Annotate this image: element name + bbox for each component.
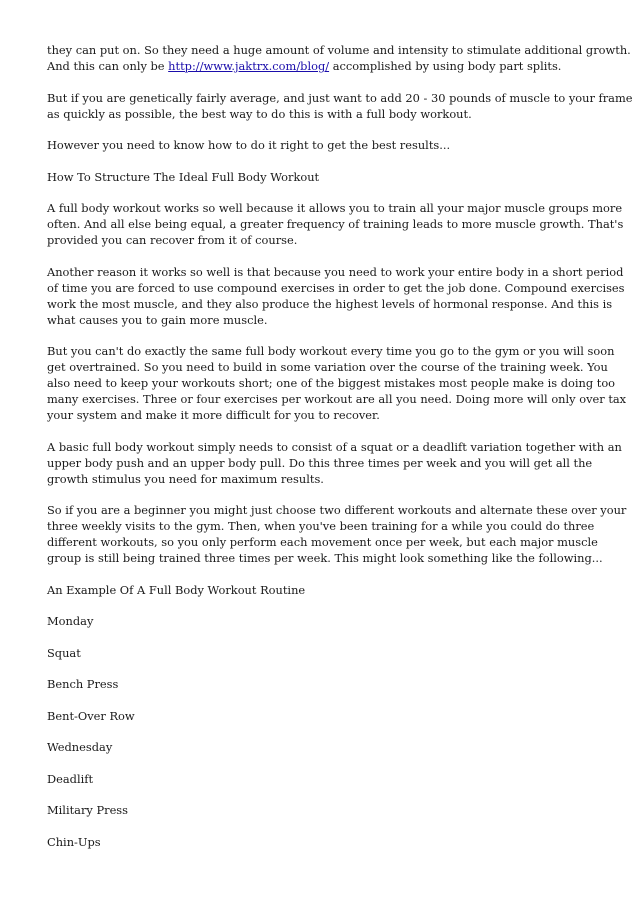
routine-exercise: Deadlift bbox=[47, 771, 94, 786]
routine-item bbox=[47, 613, 599, 629]
routine-item bbox=[47, 771, 599, 787]
text-line: Another reason it works so well is that because you need to work your entire body in a short period bbox=[47, 264, 624, 279]
routine-exercise: Bench Press bbox=[47, 677, 119, 691]
heading-text: How To Structure The Ideal Full Body Workout bbox=[47, 169, 320, 184]
text-line: A basic full body workout simply needs to consist of a squat or a deadlift variation together with an bbox=[47, 439, 622, 454]
routine-exercise: Squat bbox=[47, 645, 81, 660]
routine-item bbox=[47, 708, 599, 724]
routine-day: Monday bbox=[47, 614, 94, 628]
text-line: different workouts, so you only perform each movement once per week, but each major muscle bbox=[47, 535, 598, 549]
text-line: group is still being trained three times per week. This might look something like the following... bbox=[47, 551, 603, 565]
document-page bbox=[47, 42, 633, 865]
paragraph-basic bbox=[47, 439, 622, 487]
section-heading bbox=[47, 582, 599, 598]
text-line: But you can't do exactly the same full body workout every time you go to the gym or you will soon bbox=[47, 344, 615, 358]
routine-exercise: Bent-Over Row bbox=[47, 708, 135, 723]
text-line: However you need to know how to do it right to get the best results... bbox=[47, 138, 451, 152]
text-segment: And this can only be bbox=[47, 59, 169, 73]
routine-day: Wednesday bbox=[47, 740, 113, 754]
routine-item bbox=[47, 645, 599, 661]
routine-item bbox=[47, 834, 599, 850]
blog-link[interactable]: http://www.jaktrx.com/blog/ bbox=[168, 59, 330, 73]
paragraph-variation bbox=[47, 343, 627, 423]
paragraph-genetics bbox=[47, 90, 633, 122]
paragraph-beginner bbox=[47, 502, 627, 566]
routine-exercise: Chin-Ups bbox=[47, 834, 101, 849]
section-heading bbox=[47, 169, 599, 185]
text-line: work the most muscle, and they also produce the highest levels of hormonal response. And this is bbox=[47, 296, 613, 311]
text-segment: accomplished by using body part splits. bbox=[329, 59, 562, 73]
text-line: of time you are forced to use compound exercises in order to get the job done. Compound exercises bbox=[47, 280, 625, 295]
text-line: your system and make it more difficult for you to recover. bbox=[47, 408, 380, 422]
paragraph-frequency bbox=[47, 200, 624, 248]
text-line: also need to keep your workouts short; one of the biggest mistakes most people make is doing too bbox=[47, 376, 616, 390]
routine-exercise: Military Press bbox=[47, 803, 129, 817]
text-line: often. And all else being equal, a greater frequency of training leads to more muscle growth. That's bbox=[47, 217, 624, 231]
text-line: But if you are genetically fairly average, and just want to add 20 - 30 pounds of muscle to your frame bbox=[47, 90, 633, 105]
text-line: as quickly as possible, the best way to do this is with a full body workout. bbox=[47, 106, 472, 121]
text-line: many exercises. Three or four exercises per workout are all you need. Doing more will only over tax bbox=[47, 392, 627, 406]
text-line: upper body push and an upper body pull. Do this three times per week and you will get all the bbox=[47, 455, 593, 470]
text-line: A full body workout works so well because it allows you to train all your major muscle groups more bbox=[47, 201, 623, 215]
paragraph-howto bbox=[47, 137, 599, 153]
heading-text: An Example Of A Full Body Workout Routine bbox=[47, 582, 306, 597]
text-line: they can put on. So they need a huge amount of volume and intensity to stimulate additional growth. bbox=[47, 43, 631, 57]
paragraph-intro bbox=[47, 42, 631, 74]
routine-item bbox=[47, 802, 599, 818]
text-line: get overtrained. So you need to build in some variation over the course of the training week. You bbox=[47, 360, 608, 374]
text-line: growth stimulus you need for maximum results. bbox=[47, 471, 324, 486]
text-line: provided you can recover from it of course. bbox=[47, 233, 298, 247]
text-line: So if you are a beginner you might just choose two different workouts and alternate these over your bbox=[47, 503, 627, 517]
routine-item bbox=[47, 739, 599, 755]
text-line bbox=[47, 58, 599, 74]
routine-item bbox=[47, 676, 599, 692]
text-line: what causes you to gain more muscle. bbox=[47, 312, 268, 327]
paragraph-compound bbox=[47, 264, 625, 328]
text-line: three weekly visits to the gym. Then, when you've been training for a while you could do three bbox=[47, 519, 595, 533]
